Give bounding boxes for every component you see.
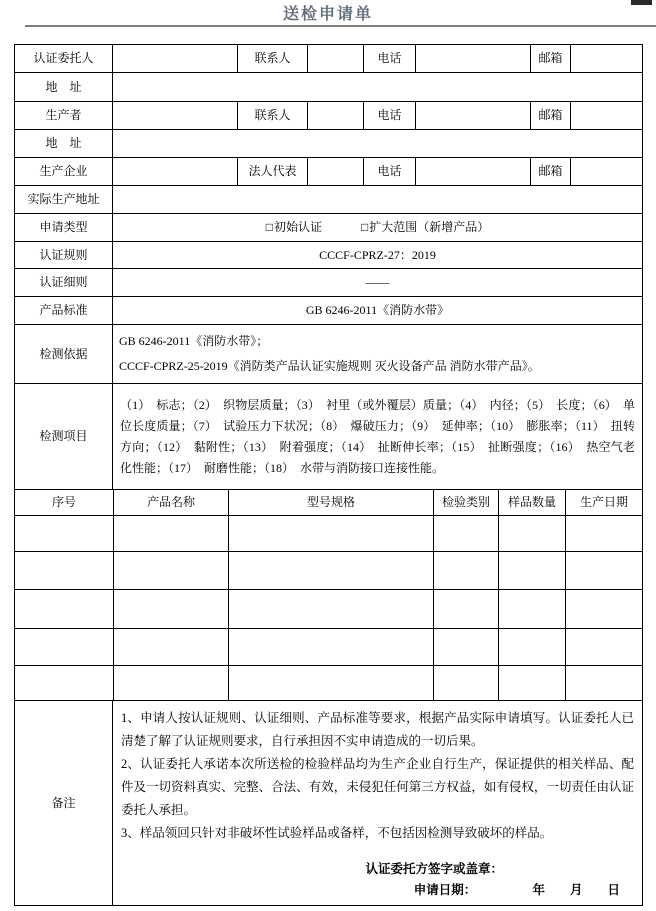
test-basis-line2: CCCF-CPRZ-25-2019《消防类产品认证实施规则 灭火设备产品 消防水带产品》。 [119,359,540,373]
header-serial-number: 序号 [15,490,114,516]
option-expand-label: 扩大范围（新增产品） [369,220,490,234]
test-items-row [15,384,643,490]
producer-address-field[interactable] [113,130,643,158]
cert-rule-value: CCCF-CPRZ-27：2019 [113,242,643,269]
producer-email-label: 邮箱 [531,102,571,130]
producer-address-label: 地 址 [15,130,113,158]
applicant-label: 认证委托人 [15,45,113,73]
product-cell[interactable] [114,666,229,701]
factory-address-row [15,186,643,214]
remarks-line3: 3、样品领回只针对非破坏性试验样品或备样，不包括因检测导致破坏的样品。 [121,826,553,840]
signature-line[interactable]: 认证委托方签字或盖章： [365,862,503,877]
test-items-label: 检测项目 [15,384,113,490]
product-cell[interactable] [434,516,499,552]
test-basis-line1: GB 6246-2011《消防水带》； [119,334,269,348]
applicant-name-field[interactable] [113,45,238,73]
remarks-row [15,701,643,906]
factory-address-field[interactable] [113,186,643,214]
product-cell[interactable] [499,629,566,666]
product-cell[interactable] [499,516,566,552]
applicant-email-label: 邮箱 [531,45,571,73]
producer-address-row [15,130,643,158]
test-basis-row [15,325,643,384]
producer-contact-field[interactable] [308,102,364,130]
producer-row [15,102,643,130]
cert-detail-row [15,269,643,297]
applicant-phone-label: 电话 [364,45,416,73]
application-type-options [266,220,490,234]
product-cell[interactable] [499,666,566,701]
application-date-line[interactable]: 申请日期： 年 月 日 [413,883,620,898]
checkbox-icon[interactable]: □ [265,220,273,234]
product-table-header-row [15,490,643,516]
product-cell[interactable] [229,552,434,590]
applicant-address-field[interactable] [113,73,643,102]
product-cell[interactable] [114,590,229,629]
producer-email-field[interactable] [571,102,643,130]
product-cell[interactable] [566,629,643,666]
applicant-contact-field[interactable] [308,45,364,73]
remarks-line1: 1、申请人按认证规则、认证细则、产品标准等要求，根据产品实际申请填写。认证委托人已清楚了解了认证规则要求，自行承担因不实申请造成的一切后果。 [121,711,634,748]
applicant-email-field[interactable] [571,45,643,73]
product-standard-label: 产品标准 [15,297,113,325]
factory-legal-rep-label: 法人代表 [238,158,308,186]
header-production-date: 生产日期 [566,490,643,516]
factory-row [15,158,643,186]
product-cell[interactable] [566,516,643,552]
product-cell[interactable] [114,516,229,552]
product-cell[interactable] [114,552,229,590]
info-table [14,44,643,490]
product-standard-value: GB 6246-2011《消防水带》 [113,297,643,325]
header-product-name: 产品名称 [114,490,229,516]
cert-detail-value: —— [113,269,643,297]
applicant-row [15,45,643,73]
product-cell[interactable] [15,629,114,666]
applicant-address-label: 地 址 [15,73,113,102]
header-sample-quantity: 样品数量 [499,490,566,516]
option-initial-certification[interactable] [266,220,322,235]
product-row [15,629,643,666]
product-cell[interactable] [15,666,114,701]
option-initial-label: 初始认证 [273,220,322,234]
product-cell[interactable] [229,590,434,629]
product-cell[interactable] [229,666,434,701]
product-cell[interactable] [229,516,434,552]
page-title: 送检申请单 [282,4,373,23]
checkbox-icon[interactable]: □ [361,220,369,234]
product-cell[interactable] [499,590,566,629]
factory-legal-rep-field[interactable] [308,158,364,186]
remarks-label: 备注 [15,701,113,906]
applicant-contact-label: 联系人 [238,45,308,73]
product-cell[interactable] [229,629,434,666]
product-cell[interactable] [434,629,499,666]
factory-label: 生产企业 [15,158,113,186]
product-cell[interactable] [434,666,499,701]
test-items-value: （1） 标志；（2） 织物层质量；（3） 衬里（或外覆层）质量；（4） 内径；（5） 长度；（6） 单位长度质量；（7） 试验压力下状况；（8） 爆破压力；（9） 延伸率；（10） 膨胀率；（11） 扭转方向；（12） 黏附性；（13） 附着强度；（14） 扯断伸长率；（15） 扯断强度；（16） 热空气老化性能；（17） 耐磨性能；（18） 水带与消防接口连接性能。 [113,384,643,490]
header-inspection-type: 检验类别 [434,490,499,516]
factory-address-label: 实际生产地址 [15,186,113,214]
producer-phone-field[interactable] [416,102,531,130]
producer-phone-label: 电话 [364,102,416,130]
product-standard-row [15,297,643,325]
application-type-label: 申请类型 [15,214,113,242]
product-cell[interactable] [15,552,114,590]
cert-rule-label: 认证规则 [15,242,113,269]
remarks-line2: 2、认证委托人承诺本次所送检的检验样品均为生产企业自行生产，保证提供的相关样品、配件及一切资料真实、完整、合法、有效，未侵犯任何第三方权益，如有侵权，一切责任由认证委托人承担。 [121,757,634,817]
factory-email-label: 邮箱 [531,158,571,186]
product-cell[interactable] [566,666,643,701]
product-cell[interactable] [566,552,643,590]
cert-detail-label: 认证细则 [15,269,113,297]
option-expand-scope[interactable] [361,220,489,235]
product-cell[interactable] [434,552,499,590]
factory-email-field[interactable] [571,158,643,186]
producer-contact-label: 联系人 [238,102,308,130]
product-table [14,489,643,701]
applicant-phone-field[interactable] [416,45,531,73]
cert-rule-row [15,242,643,269]
application-type-row [15,214,643,242]
product-cell[interactable] [15,590,114,629]
product-row [15,590,643,629]
test-basis-label: 检测依据 [15,325,113,384]
application-form [14,44,642,906]
factory-phone-field[interactable] [416,158,531,186]
product-row [15,516,643,552]
applicant-address-row [15,73,643,102]
producer-label: 生产者 [15,102,113,130]
title-divider [25,25,656,27]
product-cell[interactable] [114,629,229,666]
factory-phone-label: 电话 [364,158,416,186]
product-cell[interactable] [15,516,114,552]
product-row [15,552,643,590]
remarks-table [14,700,643,906]
product-cell[interactable] [434,590,499,629]
corner-logo-fragment [631,0,652,5]
product-cell[interactable] [566,590,643,629]
header-model-spec: 型号规格 [229,490,434,516]
product-cell[interactable] [499,552,566,590]
producer-name-field[interactable] [113,102,238,130]
factory-name-field[interactable] [113,158,238,186]
product-row [15,666,643,701]
